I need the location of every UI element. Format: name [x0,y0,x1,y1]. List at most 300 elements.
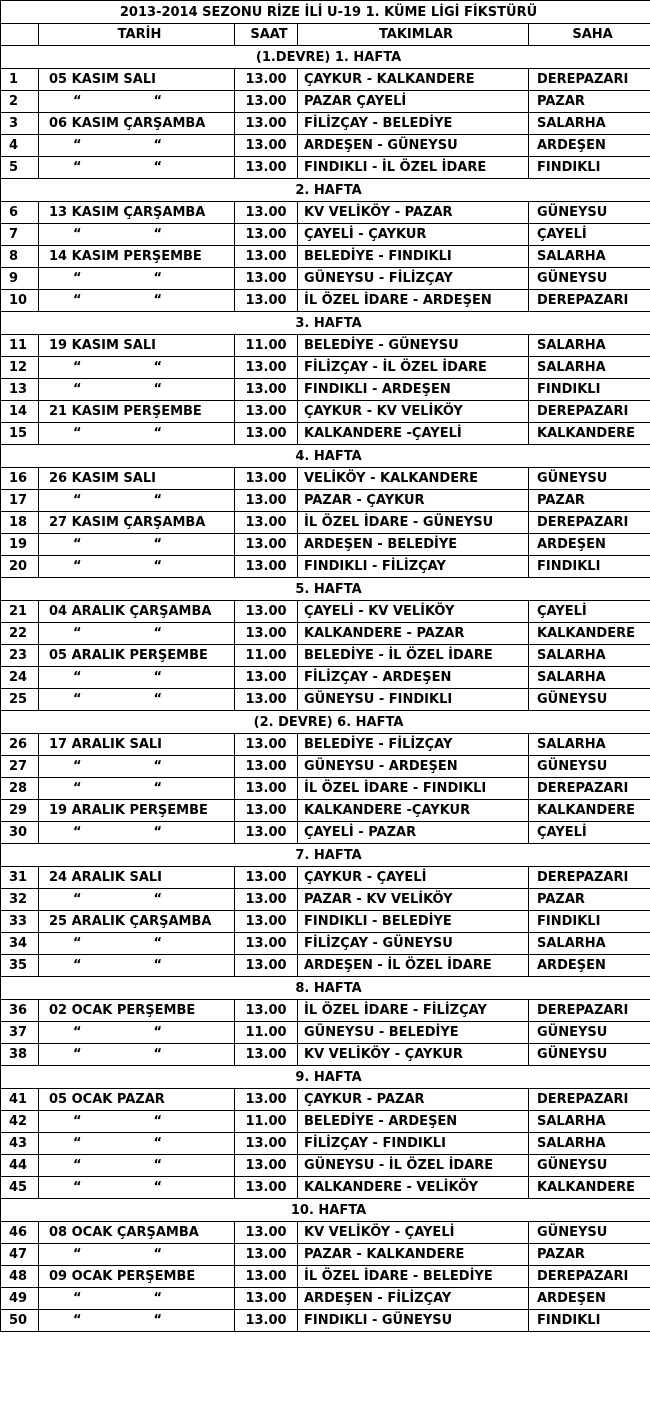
week-header-row [1,46,650,69]
match-date: 26 KASIM SALI [39,468,235,490]
match-row [1,1111,650,1133]
match-teams: KV VELİKÖY - ÇAYELİ [298,1222,529,1244]
ditto-mark: “ [73,426,82,441]
header-no [1,24,39,46]
week-title: 7. HAFTA [1,844,650,867]
match-row [1,113,650,135]
match-row [1,1244,650,1266]
match-date: 19 ARALIK PERŞEMBE [39,800,235,822]
match-time: 13.00 [235,268,298,290]
match-row [1,379,650,401]
match-venue: ARDEŞEN [529,135,650,157]
match-time: 13.00 [235,246,298,268]
match-date-ditto [39,290,235,312]
match-venue: GÜNEYSU [529,468,650,490]
match-teams: İL ÖZEL İDARE - FİLİZÇAY [298,1000,529,1022]
match-venue: FINDIKLI [529,379,650,401]
ditto-mark: “ [153,426,163,441]
ditto-mark: “ [153,138,163,153]
ditto-mark: “ [153,1291,163,1306]
match-no: 50 [1,1310,39,1332]
match-teams: ÇAYELİ - PAZAR [298,822,529,844]
match-time: 13.00 [235,290,298,312]
ditto-mark: “ [153,94,163,109]
ditto-mark: “ [153,1025,163,1040]
match-teams: ÇAYKUR - KV VELİKÖY [298,401,529,423]
match-time: 13.00 [235,734,298,756]
match-time: 13.00 [235,933,298,955]
match-date-ditto [39,778,235,800]
header-row [1,24,650,46]
match-teams: GÜNEYSU - FINDIKLI [298,689,529,711]
match-time: 13.00 [235,69,298,91]
match-time: 13.00 [235,1044,298,1066]
match-date-ditto [39,1111,235,1133]
match-date-ditto [39,379,235,401]
match-no: 46 [1,1222,39,1244]
match-time: 13.00 [235,1222,298,1244]
match-no: 4 [1,135,39,157]
match-time: 13.00 [235,423,298,445]
ditto-mark: “ [153,670,163,685]
title-row [1,1,650,24]
match-venue: SALARHA [529,645,650,667]
ditto-mark: “ [73,160,82,175]
ditto-mark: “ [153,227,163,242]
match-teams: İL ÖZEL İDARE - FINDIKLI [298,778,529,800]
week-title: (2. DEVRE) 6. HAFTA [1,711,650,734]
match-date: 24 ARALIK SALI [39,867,235,889]
match-time: 13.00 [235,1244,298,1266]
match-row [1,1089,650,1111]
week-header-row [1,844,650,867]
fixture-body [1,1,650,1332]
match-date-ditto [39,1177,235,1199]
match-venue: KALKANDERE [529,800,650,822]
match-date-ditto [39,623,235,645]
match-row [1,645,650,667]
match-time: 13.00 [235,955,298,977]
match-row [1,800,650,822]
ditto-mark: “ [153,1313,163,1328]
match-no: 3 [1,113,39,135]
match-venue: ARDEŞEN [529,955,650,977]
ditto-mark: “ [73,936,82,951]
match-no: 48 [1,1266,39,1288]
match-venue: GÜNEYSU [529,1155,650,1177]
match-no: 5 [1,157,39,179]
match-time: 13.00 [235,800,298,822]
match-no: 19 [1,534,39,556]
match-date-ditto [39,1288,235,1310]
match-row [1,268,650,290]
match-teams: BELEDİYE - ARDEŞEN [298,1111,529,1133]
match-time: 13.00 [235,202,298,224]
match-date-ditto [39,822,235,844]
match-time: 11.00 [235,335,298,357]
match-time: 13.00 [235,778,298,800]
match-no: 6 [1,202,39,224]
match-date: 19 KASIM SALI [39,335,235,357]
match-date: 04 ARALIK ÇARŞAMBA [39,601,235,623]
ditto-mark: “ [73,1025,82,1040]
week-header-row [1,1066,650,1089]
match-time: 13.00 [235,91,298,113]
match-venue: KALKANDERE [529,623,650,645]
match-row [1,401,650,423]
page-title: 2013-2014 SEZONU RİZE İLİ U-19 1. KÜME LİGİ FİKSTÜRÜ [1,1,650,24]
week-header-row [1,1199,650,1222]
header-tarih: TARİH [39,24,235,46]
match-no: 21 [1,601,39,623]
ditto-mark: “ [73,692,82,707]
match-venue: ÇAYELİ [529,601,650,623]
match-no: 49 [1,1288,39,1310]
match-teams: PAZAR - KV VELİKÖY [298,889,529,911]
match-date: 05 OCAK PAZAR [39,1089,235,1111]
match-teams: KV VELİKÖY - ÇAYKUR [298,1044,529,1066]
match-teams: İL ÖZEL İDARE - ARDEŞEN [298,290,529,312]
ditto-mark: “ [153,1247,163,1262]
ditto-mark: “ [73,227,82,242]
ditto-mark: “ [153,271,163,286]
ditto-mark: “ [153,1047,163,1062]
ditto-mark: “ [153,825,163,840]
ditto-mark: “ [73,382,82,397]
ditto-mark: “ [73,1158,82,1173]
match-date-ditto [39,667,235,689]
match-date-ditto [39,1244,235,1266]
match-time: 13.00 [235,1177,298,1199]
week-title: 3. HAFTA [1,312,650,335]
match-venue: GÜNEYSU [529,1022,650,1044]
match-teams: ÇAYKUR - PAZAR [298,1089,529,1111]
ditto-mark: “ [73,1291,82,1306]
match-date: 08 OCAK ÇARŞAMBA [39,1222,235,1244]
week-header-row [1,445,650,468]
match-date: 09 OCAK PERŞEMBE [39,1266,235,1288]
match-teams: GÜNEYSU - İL ÖZEL İDARE [298,1155,529,1177]
ditto-mark: “ [153,1180,163,1195]
match-row [1,490,650,512]
match-venue: ÇAYELİ [529,822,650,844]
match-no: 12 [1,357,39,379]
match-time: 11.00 [235,1111,298,1133]
week-header-row [1,312,650,335]
match-no: 27 [1,756,39,778]
week-title: 2. HAFTA [1,179,650,202]
match-teams: ÇAYELİ - KV VELİKÖY [298,601,529,623]
match-no: 20 [1,556,39,578]
match-teams: BELEDİYE - GÜNEYSU [298,335,529,357]
match-row [1,1222,650,1244]
match-date-ditto [39,135,235,157]
match-no: 35 [1,955,39,977]
match-teams: FİLİZÇAY - BELEDİYE [298,113,529,135]
match-no: 10 [1,290,39,312]
match-row [1,290,650,312]
ditto-mark: “ [73,360,82,375]
match-time: 13.00 [235,1000,298,1022]
ditto-mark: “ [73,1047,82,1062]
match-row [1,157,650,179]
match-row [1,601,650,623]
match-row [1,1000,650,1022]
match-no: 33 [1,911,39,933]
match-venue: DEREPAZARI [529,401,650,423]
match-venue: SALARHA [529,667,650,689]
match-no: 18 [1,512,39,534]
match-venue: GÜNEYSU [529,1222,650,1244]
match-time: 13.00 [235,113,298,135]
match-row [1,756,650,778]
match-teams: KALKANDERE -ÇAYKUR [298,800,529,822]
match-no: 13 [1,379,39,401]
match-row [1,202,650,224]
match-time: 13.00 [235,1089,298,1111]
ditto-mark: “ [73,626,82,641]
match-venue: DEREPAZARI [529,778,650,800]
match-venue: KALKANDERE [529,423,650,445]
match-teams: BELEDİYE - FİLİZÇAY [298,734,529,756]
match-row [1,512,650,534]
ditto-mark: “ [153,160,163,175]
match-no: 14 [1,401,39,423]
ditto-mark: “ [73,138,82,153]
match-row [1,1133,650,1155]
match-no: 30 [1,822,39,844]
match-date-ditto [39,1155,235,1177]
match-teams: ÇAYKUR - KALKANDERE [298,69,529,91]
match-no: 41 [1,1089,39,1111]
match-row [1,1177,650,1199]
match-row [1,1022,650,1044]
match-venue: DEREPAZARI [529,512,650,534]
match-venue: DEREPAZARI [529,290,650,312]
match-venue: DEREPAZARI [529,1000,650,1022]
match-row [1,224,650,246]
match-teams: ARDEŞEN - GÜNEYSU [298,135,529,157]
ditto-mark: “ [73,537,82,552]
match-venue: GÜNEYSU [529,689,650,711]
match-row [1,423,650,445]
match-time: 13.00 [235,401,298,423]
match-date: 14 KASIM PERŞEMBE [39,246,235,268]
match-date-ditto [39,889,235,911]
match-time: 13.00 [235,889,298,911]
ditto-mark: “ [73,1313,82,1328]
match-teams: FİLİZÇAY - GÜNEYSU [298,933,529,955]
match-venue: GÜNEYSU [529,268,650,290]
match-row [1,1288,650,1310]
match-teams: KV VELİKÖY - PAZAR [298,202,529,224]
match-no: 23 [1,645,39,667]
ditto-mark: “ [153,360,163,375]
match-date-ditto [39,955,235,977]
match-teams: KALKANDERE - VELİKÖY [298,1177,529,1199]
match-row [1,357,650,379]
ditto-mark: “ [73,825,82,840]
match-no: 2 [1,91,39,113]
match-row [1,534,650,556]
ditto-mark: “ [153,382,163,397]
match-date-ditto [39,268,235,290]
match-row [1,889,650,911]
ditto-mark: “ [153,1158,163,1173]
match-teams: BELEDİYE - İL ÖZEL İDARE [298,645,529,667]
match-teams: İL ÖZEL İDARE - BELEDİYE [298,1266,529,1288]
ditto-mark: “ [153,293,163,308]
ditto-mark: “ [73,670,82,685]
match-no: 25 [1,689,39,711]
ditto-mark: “ [153,1114,163,1129]
match-row [1,1044,650,1066]
match-date-ditto [39,1310,235,1332]
match-date-ditto [39,157,235,179]
match-teams: FİLİZÇAY - ARDEŞEN [298,667,529,689]
match-time: 13.00 [235,1288,298,1310]
match-time: 13.00 [235,534,298,556]
match-time: 11.00 [235,1022,298,1044]
match-row [1,867,650,889]
match-date: 25 ARALIK ÇARŞAMBA [39,911,235,933]
header-saha: SAHA [529,24,650,46]
match-no: 36 [1,1000,39,1022]
match-no: 22 [1,623,39,645]
match-time: 13.00 [235,689,298,711]
match-date-ditto [39,224,235,246]
ditto-mark: “ [153,559,163,574]
match-date-ditto [39,357,235,379]
match-venue: SALARHA [529,933,650,955]
match-row [1,1310,650,1332]
match-venue: SALARHA [529,246,650,268]
ditto-mark: “ [153,781,163,796]
match-time: 13.00 [235,357,298,379]
match-venue: SALARHA [529,357,650,379]
match-row [1,335,650,357]
ditto-mark: “ [73,293,82,308]
match-row [1,1266,650,1288]
match-date: 05 KASIM SALI [39,69,235,91]
match-no: 24 [1,667,39,689]
match-date-ditto [39,689,235,711]
match-teams: VELİKÖY - KALKANDERE [298,468,529,490]
match-venue: FINDIKLI [529,157,650,179]
match-no: 8 [1,246,39,268]
ditto-mark: “ [73,493,82,508]
match-venue: GÜNEYSU [529,756,650,778]
match-teams: FINDIKLI - ARDEŞEN [298,379,529,401]
match-date-ditto [39,756,235,778]
ditto-mark: “ [153,537,163,552]
match-time: 13.00 [235,556,298,578]
match-teams: ÇAYELİ - ÇAYKUR [298,224,529,246]
match-row [1,933,650,955]
match-time: 13.00 [235,1310,298,1332]
match-row [1,1155,650,1177]
match-row [1,556,650,578]
match-venue: SALARHA [529,1111,650,1133]
match-no: 45 [1,1177,39,1199]
match-venue: ARDEŞEN [529,534,650,556]
match-date: 13 KASIM ÇARŞAMBA [39,202,235,224]
ditto-mark: “ [73,1136,82,1151]
match-time: 13.00 [235,756,298,778]
ditto-mark: “ [153,626,163,641]
ditto-mark: “ [153,1136,163,1151]
match-row [1,69,650,91]
match-teams: PAZAR - ÇAYKUR [298,490,529,512]
ditto-mark: “ [153,692,163,707]
match-venue: GÜNEYSU [529,202,650,224]
match-venue: DEREPAZARI [529,69,650,91]
match-row [1,246,650,268]
match-teams: GÜNEYSU - ARDEŞEN [298,756,529,778]
match-no: 43 [1,1133,39,1155]
match-venue: PAZAR [529,1244,650,1266]
match-date: 05 ARALIK PERŞEMBE [39,645,235,667]
ditto-mark: “ [73,559,82,574]
match-no: 29 [1,800,39,822]
match-no: 28 [1,778,39,800]
match-row [1,911,650,933]
match-row [1,667,650,689]
match-time: 13.00 [235,379,298,401]
match-row [1,135,650,157]
ditto-mark: “ [73,1247,82,1262]
match-time: 13.00 [235,1133,298,1155]
match-time: 13.00 [235,822,298,844]
week-title: 10. HAFTA [1,1199,650,1222]
match-no: 9 [1,268,39,290]
match-date-ditto [39,91,235,113]
week-title: (1.DEVRE) 1. HAFTA [1,46,650,69]
match-venue: ÇAYELİ [529,224,650,246]
match-date-ditto [39,1133,235,1155]
match-no: 38 [1,1044,39,1066]
match-teams: GÜNEYSU - FİLİZÇAY [298,268,529,290]
match-time: 13.00 [235,911,298,933]
header-saat: SAAT [235,24,298,46]
match-row [1,91,650,113]
match-teams: İL ÖZEL İDARE - GÜNEYSU [298,512,529,534]
match-time: 13.00 [235,601,298,623]
ditto-mark: “ [73,1180,82,1195]
match-teams: ARDEŞEN - FİLİZÇAY [298,1288,529,1310]
match-teams: FİLİZÇAY - İL ÖZEL İDARE [298,357,529,379]
week-header-row [1,977,650,1000]
week-header-row [1,578,650,601]
ditto-mark: “ [153,759,163,774]
match-no: 42 [1,1111,39,1133]
match-no: 11 [1,335,39,357]
match-venue: FINDIKLI [529,1310,650,1332]
match-row [1,623,650,645]
match-no: 47 [1,1244,39,1266]
match-time: 13.00 [235,623,298,645]
match-venue: ARDEŞEN [529,1288,650,1310]
match-no: 16 [1,468,39,490]
ditto-mark: “ [73,759,82,774]
match-time: 13.00 [235,1266,298,1288]
match-date-ditto [39,933,235,955]
match-teams: ÇAYKUR - ÇAYELİ [298,867,529,889]
match-time: 13.00 [235,135,298,157]
match-time: 13.00 [235,667,298,689]
match-teams: FINDIKLI - BELEDİYE [298,911,529,933]
match-time: 13.00 [235,224,298,246]
